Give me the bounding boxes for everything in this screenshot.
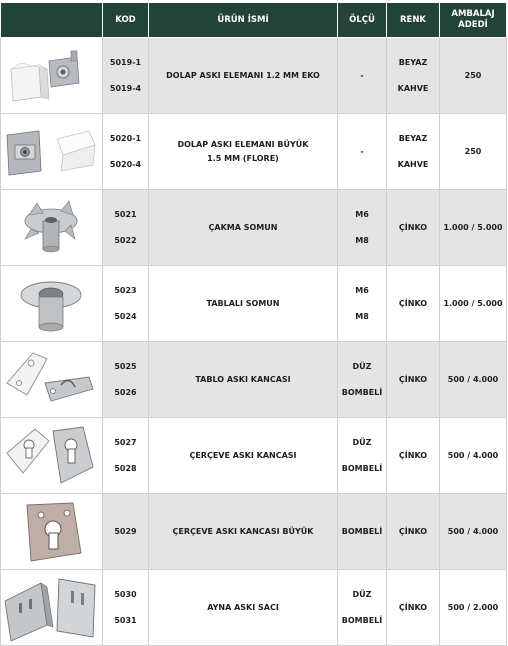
renk-cell [387, 342, 440, 418]
kod-value: 5030 [114, 590, 137, 599]
ambalaj-value: 500 / 4.000 [447, 527, 499, 536]
urun-ismi-line: AYNA ASKI SACI [207, 602, 279, 612]
table-row [1, 570, 507, 646]
olcu-cell [338, 418, 387, 494]
urun-ismi-line: ÇERÇEVE ASKI KANCASI [189, 450, 297, 460]
product-image-cell [1, 418, 103, 494]
kod-value: 5020-1 [109, 134, 142, 143]
renk-cell [387, 114, 440, 190]
header-ambalaj-line1: AMBALAJ [451, 9, 495, 19]
kod-value: 5020-4 [109, 160, 142, 169]
product-image-cell [1, 342, 103, 418]
kod-value: 5029 [114, 527, 137, 536]
urun-ismi-line: ÇERÇEVE ASKI KANCASI BÜYÜK [172, 526, 314, 536]
kod-cell [103, 114, 149, 190]
kod-cell [103, 570, 149, 646]
table-row [1, 38, 507, 114]
ambalaj-cell [440, 418, 507, 494]
product-table [0, 2, 507, 646]
header-renk: RENK [387, 3, 440, 38]
kod-value: 5023 [114, 286, 137, 295]
ambalaj-value: 250 [464, 147, 482, 156]
renk-value: BEYAZ [398, 58, 428, 67]
kod-value: 5026 [114, 388, 137, 397]
kod-value: 5019-1 [109, 58, 142, 67]
header-urun-ismi: ÜRÜN İSMİ [149, 3, 338, 38]
ambalaj-value: 500 / 2.000 [447, 603, 499, 612]
header-kod: KOD [103, 3, 149, 38]
olcu-value: BOMBELİ [341, 464, 383, 473]
header-olcu: ÖLÇÜ [338, 3, 387, 38]
table-row [1, 266, 507, 342]
kod-value: 5021 [114, 210, 137, 219]
table-row [1, 494, 507, 570]
urun-ismi-cell [149, 190, 338, 266]
product-image-cell [1, 494, 103, 570]
ambalaj-cell [440, 342, 507, 418]
olcu-value: M8 [355, 312, 369, 321]
table-header-row [1, 3, 507, 38]
olcu-value: M6 [355, 210, 369, 219]
renk-value: ÇİNKO [398, 527, 428, 536]
renk-value: ÇİNKO [398, 299, 428, 308]
ambalaj-cell [440, 570, 507, 646]
renk-cell [387, 190, 440, 266]
olcu-cell [338, 570, 387, 646]
kod-cell [103, 418, 149, 494]
kod-value: 5022 [114, 236, 137, 245]
olcu-cell [338, 494, 387, 570]
kod-value: 5031 [114, 616, 137, 625]
kod-cell [103, 266, 149, 342]
product-image-cell [1, 570, 103, 646]
header-ambalaj-line2: ADEDİ [458, 20, 488, 30]
urun-ismi-cell [149, 114, 338, 190]
flange-nut-image [1, 267, 101, 341]
renk-value: KAHVE [397, 160, 429, 169]
urun-ismi-cell [149, 494, 338, 570]
renk-value: ÇİNKO [398, 603, 428, 612]
cabinet-hanger-large-image [1, 115, 101, 189]
olcu-value: - [360, 71, 364, 80]
product-image-cell [1, 38, 103, 114]
table-row [1, 342, 507, 418]
renk-cell [387, 418, 440, 494]
ambalaj-value: 1.000 / 5.000 [443, 299, 503, 308]
table-row [1, 190, 507, 266]
table-row [1, 114, 507, 190]
kod-cell [103, 494, 149, 570]
renk-cell [387, 266, 440, 342]
ambalaj-cell [440, 266, 507, 342]
olcu-value: - [360, 147, 364, 156]
product-image-cell [1, 266, 103, 342]
olcu-cell [338, 342, 387, 418]
kod-value: 5027 [114, 438, 137, 447]
olcu-value: DÜZ [352, 438, 372, 447]
mirror-hanger-plate-image [1, 571, 101, 645]
urun-ismi-cell [149, 266, 338, 342]
renk-cell [387, 494, 440, 570]
olcu-value: M8 [355, 236, 369, 245]
urun-ismi-line: TABLALI SOMUN [206, 298, 280, 308]
urun-ismi-line: DOLAP ASKI ELEMANI 1.2 MM EKO [166, 70, 320, 80]
urun-ismi-cell [149, 418, 338, 494]
frame-hook-large-image [1, 495, 101, 569]
urun-ismi-line: TABLO ASKI KANCASI [195, 374, 291, 384]
urun-ismi-cell [149, 342, 338, 418]
olcu-value: M6 [355, 286, 369, 295]
renk-cell [387, 38, 440, 114]
kod-value: 5028 [114, 464, 137, 473]
urun-ismi-line: 1.5 MM (FLORE) [207, 153, 279, 163]
olcu-cell [338, 266, 387, 342]
ambalaj-value: 500 / 4.000 [447, 451, 499, 460]
renk-cell [387, 570, 440, 646]
olcu-value: DÜZ [352, 362, 372, 371]
header-image-cell [1, 3, 103, 38]
ambalaj-value: 250 [464, 71, 482, 80]
urun-ismi-cell [149, 570, 338, 646]
ambalaj-cell [440, 114, 507, 190]
olcu-cell [338, 114, 387, 190]
ambalaj-value: 500 / 4.000 [447, 375, 499, 384]
tee-nut-image [1, 191, 101, 265]
ambalaj-value: 1.000 / 5.000 [443, 223, 503, 232]
kod-value: 5025 [114, 362, 137, 371]
urun-ismi-cell [149, 38, 338, 114]
renk-value: BEYAZ [398, 134, 428, 143]
olcu-value: BOMBELİ [341, 527, 383, 536]
ambalaj-cell [440, 38, 507, 114]
ambalaj-cell [440, 190, 507, 266]
olcu-cell [338, 190, 387, 266]
olcu-value: DÜZ [352, 590, 372, 599]
kod-cell [103, 38, 149, 114]
urun-ismi-line: DOLAP ASKI ELEMANI BÜYÜK [177, 139, 309, 149]
renk-value: ÇİNKO [398, 451, 428, 460]
olcu-value: BOMBELİ [341, 388, 383, 397]
renk-value: ÇİNKO [398, 223, 428, 232]
cabinet-hanger-eko-image [1, 39, 101, 113]
urun-ismi-line: ÇAKMA SOMUN [208, 222, 278, 232]
kod-cell [103, 190, 149, 266]
olcu-cell [338, 38, 387, 114]
table-row [1, 418, 507, 494]
kod-cell [103, 342, 149, 418]
kod-value: 5019-4 [109, 84, 142, 93]
ambalaj-cell [440, 494, 507, 570]
product-image-cell [1, 190, 103, 266]
renk-value: ÇİNKO [398, 375, 428, 384]
renk-value: KAHVE [397, 84, 429, 93]
frame-hook-image [1, 419, 101, 493]
header-ambalaj-adedi [440, 3, 507, 38]
kod-value: 5024 [114, 312, 137, 321]
product-image-cell [1, 114, 103, 190]
olcu-value: BOMBELİ [341, 616, 383, 625]
picture-hook-image [1, 343, 101, 417]
